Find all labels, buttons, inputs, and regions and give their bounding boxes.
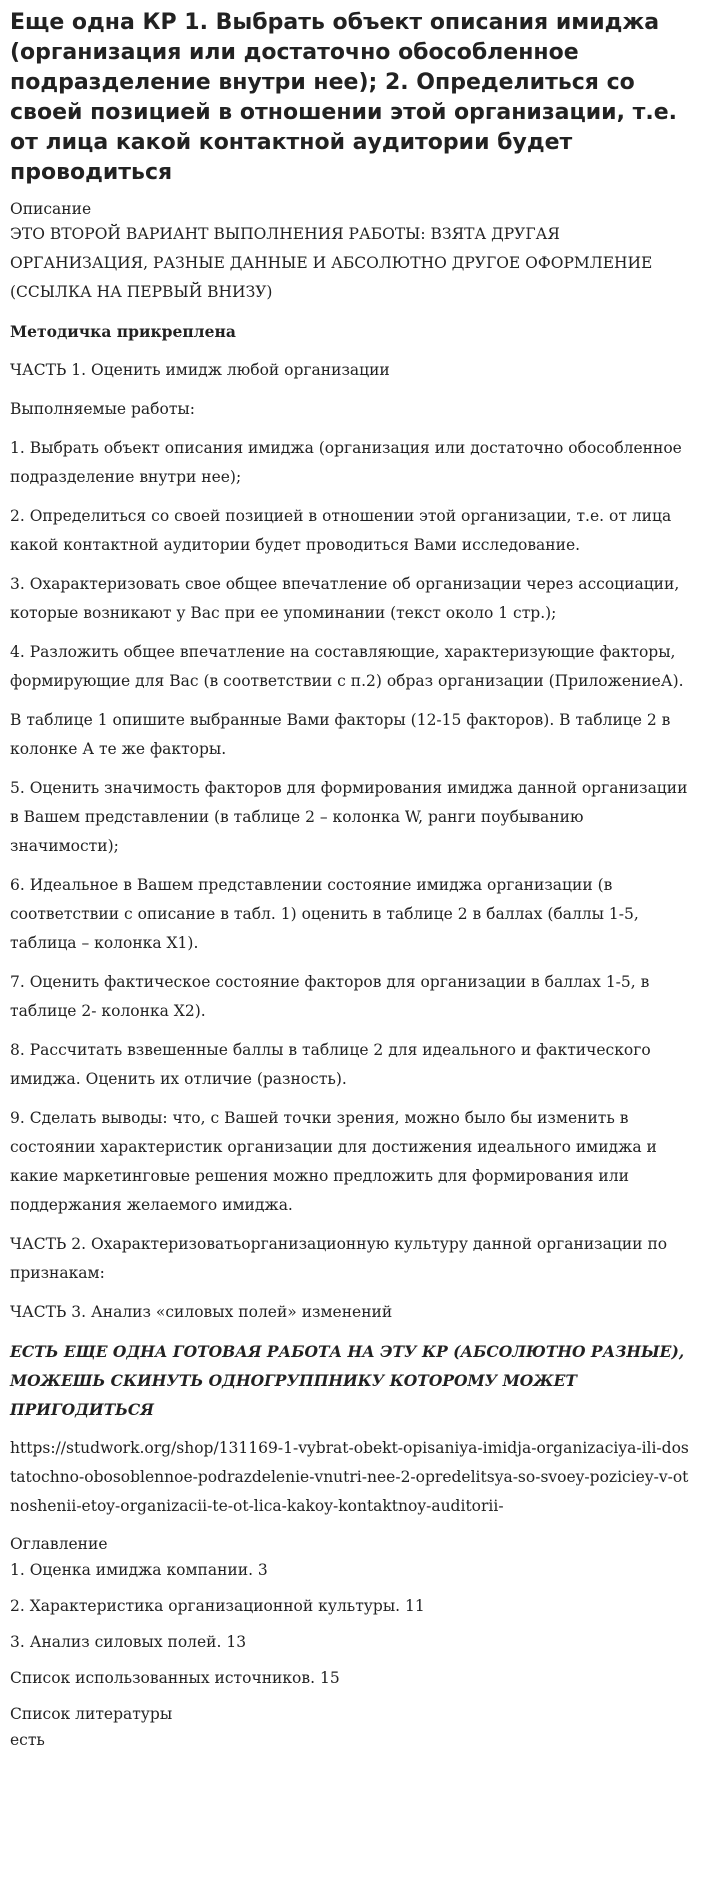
paragraph-part1: ЧАСТЬ 1. Оценить имидж любой организации	[10, 361, 390, 379]
paragraph-task-2: 2. Определиться со своей позицией в отношении этой организации, т.е. от лица какой контактной аудитории будет проводиться Вами исследование.	[10, 507, 672, 554]
literature-section	[10, 1701, 691, 1753]
paragraph-part2: ЧАСТЬ 2. Охарактеризоватьорганизационную культуру данной организации по признакам:	[10, 1235, 668, 1282]
paragraph-task-7: 7. Оценить фактическое состояние факторов для организации в баллах 1-5, в таблице 2- колонка Х2).	[10, 973, 650, 1020]
toc-item: 2. Характеристика организационной культуры. 11	[10, 1597, 425, 1615]
toc-item: 1. Оценка имиджа компании. 3	[10, 1561, 268, 1579]
toc-item: Список использованных источников. 15	[10, 1669, 340, 1687]
page-title: Еще одна КР 1. Выбрать объект описания имиджа (организация или достаточно обособленное подразделение внутри нее); 2. Определиться со своей позицией в отношении этой организации, т.е. от лица какой контактной аудитории будет проводиться	[10, 10, 678, 185]
paragraph-task-9: 9. Сделать выводы: что, с Вашей точки зрения, можно было бы изменить в состоянии характеристик организации для достижения идеального имиджа и какие маркетинговые решения можно предложить для формирования или поддержания желаемого имиджа.	[10, 1109, 657, 1214]
paragraph-task-4: 4. Разложить общее впечатление на составляющие, характеризующие факторы, формирующие для Вас (в соответствии с п.2) образ организации (ПриложениеА).	[10, 643, 684, 690]
paragraph-other-work-note: ЕСТЬ ЕЩЕ ОДНА ГОТОВАЯ РАБОТА НА ЭТУ КР (АБСОЛЮТНО РАЗНЫЕ), МОЖЕШЬ СКИНУТЬ ОДНОГРУППНИКУ КОТОРОМУ МОЖЕТ ПРИГОДИТЬСЯ	[10, 1342, 685, 1419]
paragraph-tasks-heading: Выполняемые работы:	[10, 400, 195, 418]
paragraph-task-8: 8. Рассчитать взвешенные баллы в таблице 2 для идеального и фактического имиджа. Оценить их отличие (разность).	[10, 1041, 651, 1088]
literature-value: есть	[10, 1731, 45, 1749]
paragraph-tables-note: В таблице 1 опишите выбранные Вами факторы (12-15 факторов). В таблице 2 в колонке А те же факторы.	[10, 711, 671, 758]
paragraph-other-work-link[interactable]: https://studwork.org/shop/131169-1-vybrat-obekt-opisaniya-imidja-organizaciya-ili-dostatochno-obosoblennoe-podrazdelenie-vnutri-nee-2-opredelitsya-so-svoey-poziciey-v-otnoshenii-etoy-organizacii-te-ot-lica-kakoy-kontaktnoy-auditorii-	[10, 1439, 689, 1515]
toc-item: 3. Анализ силовых полей. 13	[10, 1633, 247, 1651]
paragraph-task-6: 6. Идеальное в Вашем представлении состояние имиджа организации (в соответствии с описание в табл. 1) оценить в таблице 2 в баллах (баллы 1-5, таблица – колонка Х1).	[10, 876, 639, 952]
paragraph-task-1: 1. Выбрать объект описания имиджа (организация или достаточно обособленное подразделение внутри нее);	[10, 439, 682, 486]
description-label: Описание	[10, 200, 92, 218]
description-text: ЭТО ВТОРОЙ ВАРИАНТ ВЫПОЛНЕНИЯ РАБОТЫ: ВЗЯТА ДРУГАЯ ОРГАНИЗАЦИЯ, РАЗНЫЕ ДАННЫЕ И АБСОЛЮТНО ДРУГОЕ ОФОРМЛЕНИЕ (ССЫЛКА НА ПЕРВЫЙ ВНИЗУ)	[10, 225, 653, 301]
paragraph-task-3: 3. Охарактеризовать свое общее впечатление об организации через ассоциации, которые возникают у Вас при ее упоминании (текст около 1 стр.);	[10, 575, 680, 622]
paragraph-methodology: Методичка прикреплена	[10, 322, 236, 341]
paragraph-part3: ЧАСТЬ 3. Анализ «силовых полей» изменений	[10, 1303, 393, 1321]
literature-title: Список литературы	[10, 1705, 173, 1723]
table-of-contents	[10, 1531, 691, 1691]
paragraph-task-5: 5. Оценить значимость факторов для формирования имиджа данной организации в Вашем представлении (в таблице 2 – колонка W, ранги поубыванию значимости);	[10, 779, 688, 855]
content-body	[10, 317, 691, 1521]
toc-title: Оглавление	[10, 1535, 108, 1553]
